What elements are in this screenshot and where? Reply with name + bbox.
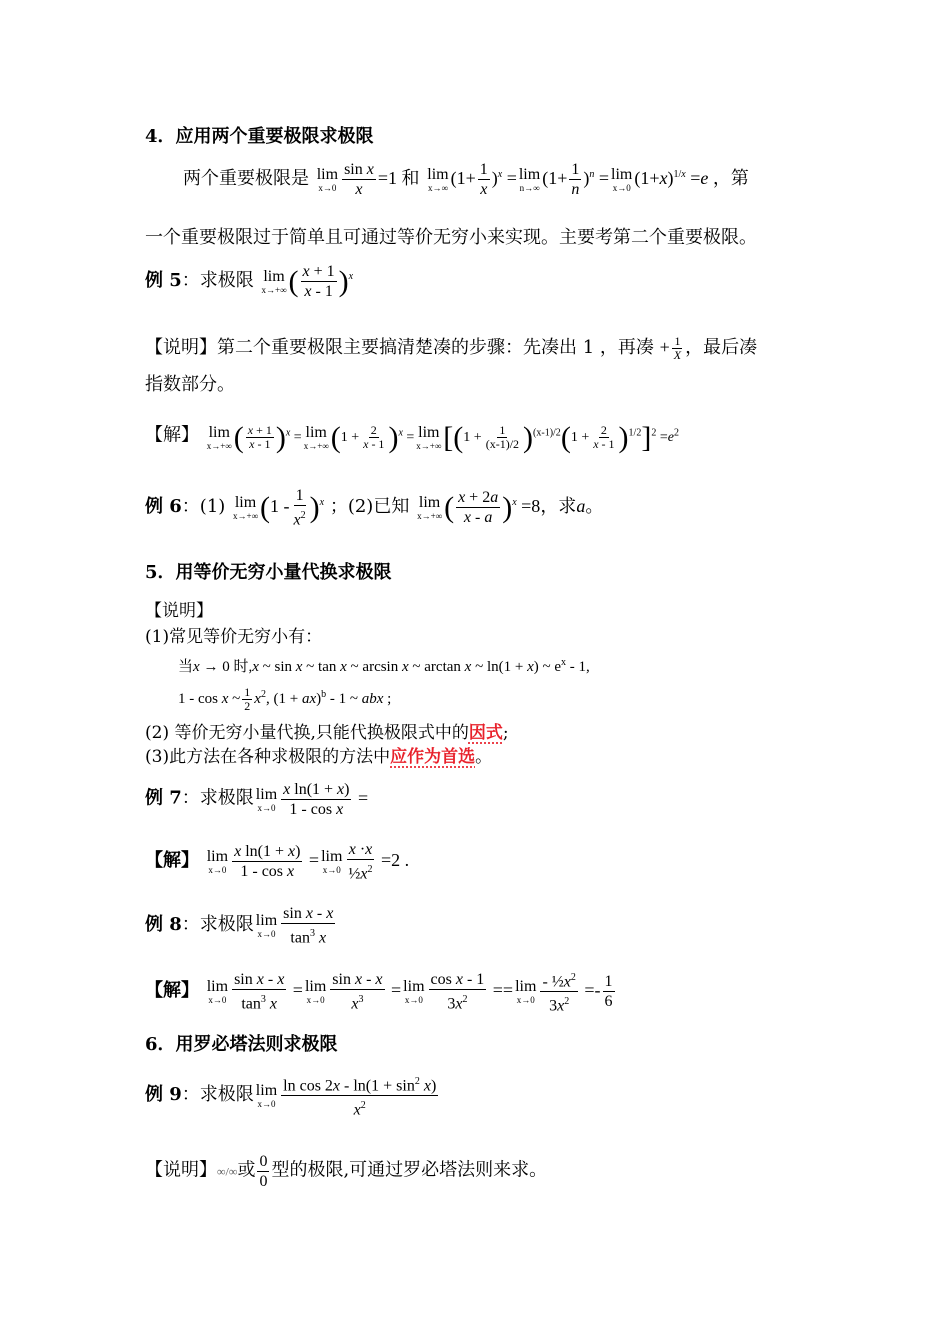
solution-7: 【解】 lim x→0 $\frac{\text{x ln(1 + x)}}{\text{1 - cos x}}$ = lim x→0 $\frac{x \cdot x}{\frac{1}{2}x^2}$ =2 . — [145, 841, 410, 883]
note-text: 第二个重要极限主要搞清楚凑的步骤：先凑出 1 ，再凑 — [217, 337, 654, 358]
example-6-part2: ；(2)已知 — [329, 495, 410, 517]
intro-text: 两个重要极限是 — [183, 168, 309, 189]
note-6: 【说明】∞/∞或 $\frac{0}{0}$ 型的极限,可通过罗必塔法则来求。 — [145, 1153, 548, 1190]
solution-8: 【解】 lim x→0 $\frac{\text{sin x - x}}{\tan^3 x}$ = lim x→0 $\frac{\text{sin x - x}}{x^3}$ = lim x→0 $\frac{\text{cos x - 1}}{3x^2}$ == lim x→0 $\frac{- \frac{1}{2}x^2}{3x^2}$ =- $\frac{1}{6}$ — [145, 968, 810, 1016]
note-5-label: 【说明】 — [145, 601, 213, 621]
example-7-formula: lim x→0 $\frac{\text{x ln(1 + x)}}{\text{1 - cos x}}$ = — [255, 781, 369, 818]
equivalents-line-1: 当x → 0 时,x ~ sin x ~ tan x ~ arcsin x ~ arctan x ~ ln(1 + x) ~ $e^x - 1$, — [178, 657, 590, 675]
example-6-label: 例 6 — [145, 495, 182, 517]
solution-5 — [145, 418, 810, 453]
example-6-formula-2: lim x→+∞ ( $\frac{x + 2a}{x - a}$ )$^x$ =8 — [417, 489, 541, 527]
example-7-label: 例 7 — [145, 787, 182, 809]
example-6-part1: ：(1) — [181, 495, 226, 517]
example-7: 例 7：求极限 lim x→0 $\frac{\text{x ln(1 + x)}}{\text{1 - cos x}}$ = — [145, 781, 369, 818]
highlight-factor: 因式 — [468, 723, 503, 743]
example-5-formula: lim x→+∞ ( $\frac{x + 1}{x - 1}$ )$^x$ — [261, 263, 354, 301]
example-5 — [145, 262, 810, 301]
example-8: 例 8：求极限 lim x→0 $\frac{\text{sin x - x}}{\tan^3 x}$ — [145, 904, 810, 947]
example-8-label: 例 8 — [145, 913, 182, 935]
example-6-part3: ，求 — [540, 495, 577, 517]
example-6: 例 6：(1) lim x→+∞ (1 - $\frac{1}{x^2}$ )$^x$ ；(2)已知 lim x→+∞ ( $\frac{x + 2a}{x - a}$ )$^x$ =8，求a。 — [145, 487, 604, 529]
equivalents-line-2: 1 - cos x ~ $\frac{1}{2}$ $x^2$, (1 + ax)$^b$ - 1 ~ abx ; — [178, 685, 392, 714]
note-5-item-1: (1)常见等价无穷小有： — [145, 627, 323, 647]
section-4-heading: 4．应用两个重要极限求极限 — [145, 126, 374, 147]
solution-8-formula: lim x→0 $\frac{\text{sin x - x}}{\tan^3 x}$ = lim x→0 $\frac{\text{sin x - x}}{x^3}$ = lim x→0 $\frac{\text{cos x - 1}}{3x^2}$ == lim x→0 $\frac{- \frac{1}{2}x^2}{3x^2}$ =- $\frac{1}{6}$ — [205, 980, 617, 1000]
note-4 — [145, 332, 810, 363]
solution-7-formula: lim x→0 $\frac{\text{x ln(1 + x)}}{\text{1 - cos x}}$ = lim x→0 $\frac{x \cdot x}{\frac{1}{2}x^2}$ =2 . — [206, 841, 410, 883]
intro-line-1 — [183, 160, 810, 199]
first-limit-formula: lim x→0 $\frac{\text{sin x}}{x}$ =1 — [316, 161, 402, 199]
intro-and: 和 — [401, 168, 420, 189]
note-fraction: + $\frac{1}{X}$ — [659, 334, 682, 363]
example-9: 例 9：求极限 lim x→0 $\frac{\ln \cos 2x - \ln(1 + \sin^2 x)}{x^2}$ — [145, 1072, 810, 1120]
example-5-label: 例 5 — [145, 270, 182, 291]
second-limit-formula: lim x→∞ (1+ $\frac{1}{x}$ )$^x$ = lim n→∞ (1+ $\frac{1}{n}$ )$^n$ = lim x→0 $(1+x)^{1/x} =e$ — [427, 161, 709, 199]
note-4-line-2: 指数部分。 — [145, 374, 235, 395]
note-5-item-3: (3)此方法在各种求极限的方法中应作为首选。 — [145, 747, 493, 767]
section-5-heading: 5．用等价无穷小量代换求极限 — [145, 562, 392, 583]
solution-label: 【解】 — [145, 424, 199, 446]
intro-tail: ，第 — [712, 168, 749, 189]
section-6-heading: 6．用罗必塔法则求极限 — [145, 1034, 338, 1055]
highlight-first-choice: 应作为首选 — [390, 747, 476, 767]
note-5-item-2: (2) 等价无穷小量代换,只能代换极限式中的因式; — [145, 723, 509, 743]
solution-5-formula: lim x→+∞ ( $\frac{x + 1}{x - 1}$ )$^x$ = lim x→+∞ (1 + $\frac{2}{x - 1}$ )$^x$ = lim x→+∞ [(1 + $\frac{1}{(x-1)/2}$ )$^{(x-1)/2}$(1 + $\frac{2}{x - 1}$ )$^{1/2}]^2 =e^2$ — [206, 420, 679, 454]
example-9-formula: lim x→0 $\frac{\ln \cos 2x - \ln(1 + \sin^2 x)}{x^2}$ — [254, 1084, 440, 1104]
example-8-formula: lim x→0 $\frac{\text{sin x - x}}{\tan^3 x}$ — [255, 905, 334, 947]
note-tail: ，最后凑 — [685, 337, 758, 358]
example-6-formula-1: lim x→+∞ (1 - $\frac{1}{x^2}$ )$^x$ — [233, 487, 325, 529]
example-9-label: 例 9 — [145, 1083, 182, 1105]
example-5-text: ：求极限 — [181, 270, 254, 291]
note-label: 【说明】 — [145, 337, 217, 358]
intro-line-2: 一个重要极限过于简单且可通过等价无穷小来实现。主要考第二个重要极限。 — [145, 227, 757, 248]
